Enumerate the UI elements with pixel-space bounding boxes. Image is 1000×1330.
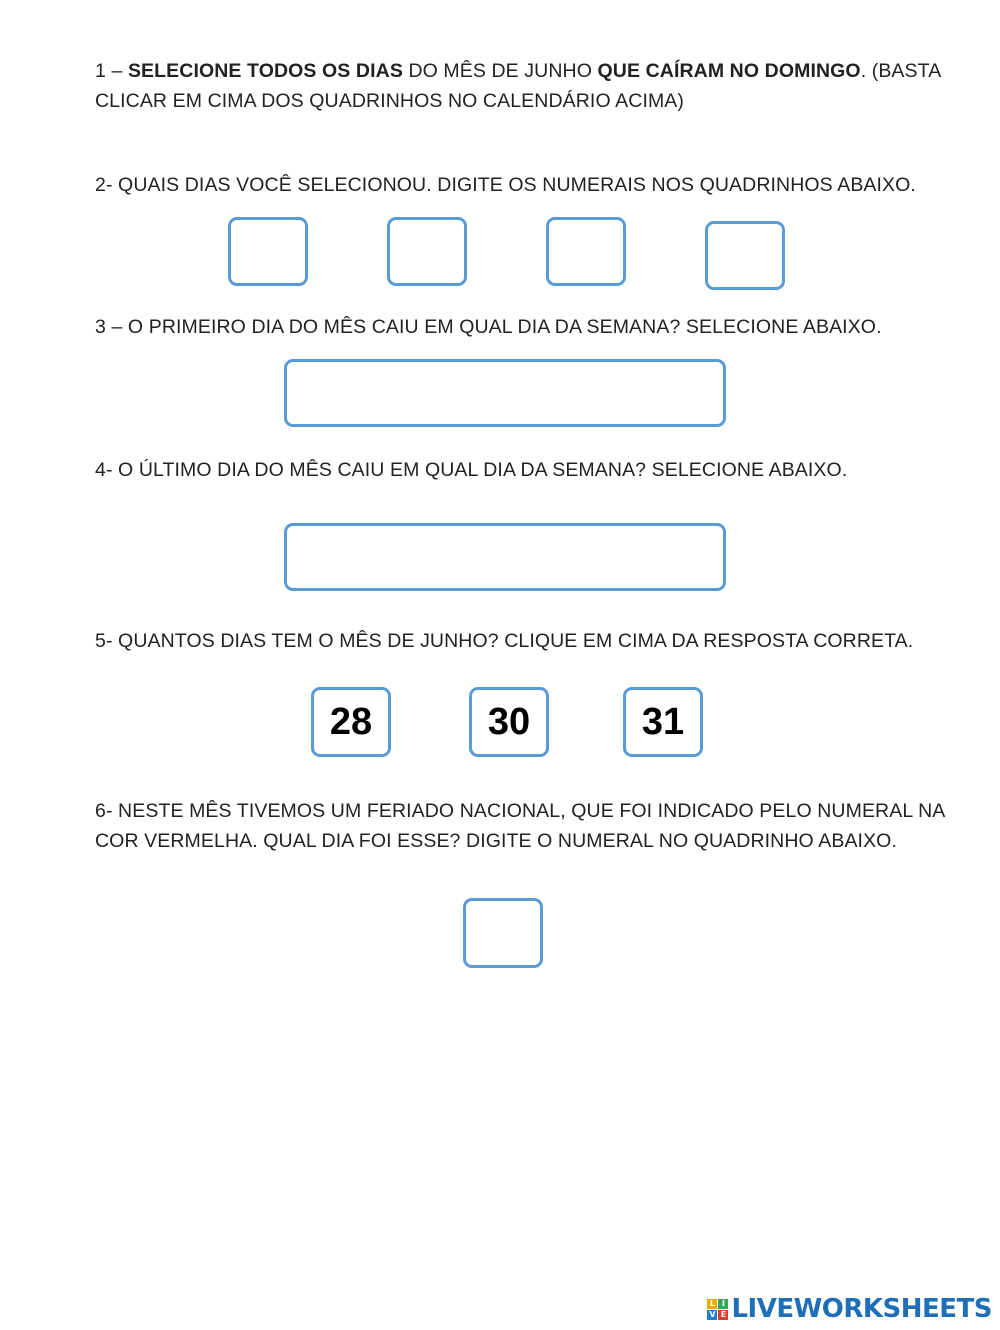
q5-option-31[interactable]: 31 bbox=[623, 687, 703, 757]
liveworksheets-logo-text: LIVEWORKSHEETS bbox=[731, 1294, 992, 1324]
question-4 bbox=[95, 455, 965, 485]
q2-answer-input-4[interactable] bbox=[705, 221, 785, 290]
q2-answer-input-2[interactable] bbox=[387, 217, 467, 286]
q2-answer-input-3[interactable] bbox=[546, 217, 626, 286]
question-3-text: 3 – O PRIMEIRO DIA DO MÊS CAIU EM QUAL DIA DA SEMANA? SELECIONE ABAIXO. bbox=[95, 316, 882, 338]
liveworksheets-logo-icon bbox=[707, 1299, 728, 1320]
q2-answer-input-1[interactable] bbox=[228, 217, 308, 286]
question-3 bbox=[95, 312, 965, 342]
question-5-text: 5- QUANTOS DIAS TEM O MÊS DE JUNHO? CLIQUE EM CIMA DA RESPOSTA CORRETA. bbox=[95, 630, 914, 652]
q3-weekday-select[interactable] bbox=[284, 359, 726, 427]
logo-mark-letter: V bbox=[709, 1309, 716, 1319]
logo-mark-letter: L bbox=[707, 1299, 717, 1309]
q5-option-28[interactable]: 28 bbox=[311, 687, 391, 757]
question-1-bold-2: QUE CAÍRAM NO DOMINGO bbox=[597, 60, 861, 82]
question-6 bbox=[95, 796, 965, 856]
question-1-line-2: CLICAR EM CIMA DOS QUADRINHOS NO CALENDÁRIO ACIMA) bbox=[95, 90, 684, 112]
question-4-text: 4- O ÚLTIMO DIA DO MÊS CAIU EM QUAL DIA DA SEMANA? SELECIONE ABAIXO. bbox=[95, 459, 848, 481]
q4-weekday-select[interactable] bbox=[284, 523, 726, 591]
question-5 bbox=[95, 626, 965, 656]
question-2 bbox=[95, 170, 965, 200]
q5-option-30[interactable]: 30 bbox=[469, 687, 549, 757]
liveworksheets-logo bbox=[707, 1294, 992, 1324]
question-1-line1-end: . (BASTA bbox=[860, 60, 942, 82]
q6-answer-input[interactable] bbox=[463, 898, 543, 968]
question-1-bold-1: SELECIONE TODOS OS DIAS bbox=[127, 60, 403, 82]
question-6-line-2: COR VERMELHA. QUAL DIA FOI ESSE? DIGITE O NUMERAL NO QUADRINHO ABAIXO. bbox=[95, 830, 897, 852]
question-1-mid: DO MÊS DE JUNHO bbox=[402, 60, 598, 82]
logo-mark-letter: E bbox=[718, 1310, 728, 1320]
question-2-text: 2- QUAIS DIAS VOCÊ SELECIONOU. DIGITE OS NUMERAIS NOS QUADRINHOS ABAIXO. bbox=[95, 174, 916, 196]
question-1-prefix: 1 – bbox=[95, 60, 128, 82]
logo-mark-letter: I bbox=[718, 1299, 728, 1309]
question-1 bbox=[95, 56, 965, 116]
question-6-line-1: 6- NESTE MÊS TIVEMOS UM FERIADO NACIONAL, QUE FOI INDICADO PELO NUMERAL NA bbox=[95, 800, 946, 822]
